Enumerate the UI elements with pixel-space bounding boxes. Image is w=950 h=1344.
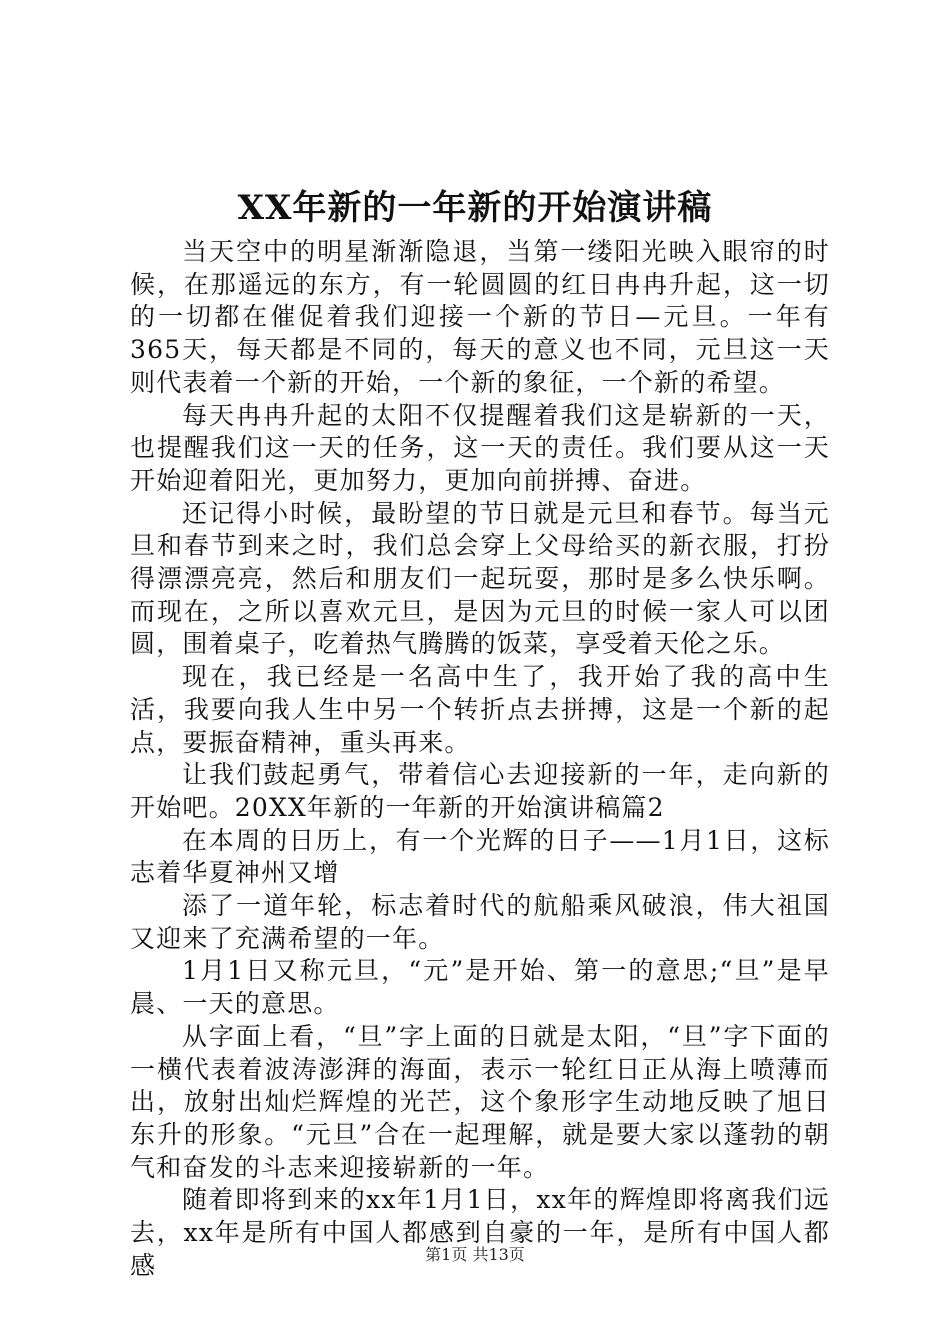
- paragraph-1: 当天空中的明星渐渐隐退，当第一缕阳光映入眼帘的时候，在那遥远的东方，有一轮圆圆的红日冉冉升起，这一切的一切都在催促着我们迎接一个新的节日—元旦。一年有365天，每天都是不同的，每天的意义也不同，元旦这一天则代表着一个新的开始，一个新的象征，一个新的希望。: [130, 237, 830, 397]
- page-footer: 第1页 共13页: [425, 1245, 525, 1264]
- document-body: [130, 236, 830, 1283]
- paragraph-3: 还记得小时候，最盼望的节日就是元旦和春节。每当元旦和春节到来之时，我们总会穿上父母给买的新衣服，打扮得漂漂亮亮，然后和朋友们一起玩耍，那时是多么快乐啊。而现在，之所以喜欢元旦，是因为元旦的时候一家人可以团圆，围着桌子，吃着热气腾腾的饭菜，享受着天伦之乐。: [130, 498, 830, 659]
- document-title: XX年新的一年新的开始演讲稿: [237, 188, 713, 228]
- paragraph-7: 添了一道年轮，标志着时代的航船乘风破浪，伟大祖国又迎来了充满希望的一年。: [130, 891, 830, 953]
- paragraph-6: 在本周的日历上，有一个光辉的日子——1月1日，这标志着华夏神州又增: [130, 825, 830, 888]
- paragraph-9: 从字面上看，“旦”字上面的日就是太阳，“旦”字下面的一横代表着波涛澎湃的海面，表示一轮红日正从海上喷薄而出，放射出灿烂辉煌的光芒，这个象形字生动地反映了旭日东升的形象。“元旦”合在一起理解，就是要大家以蓬勃的朝气和奋发的斗志来迎接崭新的一年。: [130, 1021, 830, 1182]
- paragraph-2: 每天冉冉升起的太阳不仅提醒着我们这是崭新的一天，也提醒我们这一天的任务，这一天的责任。我们要从这一天开始迎着阳光，更加努力，更加向前拼搏、奋进。: [130, 400, 830, 495]
- paragraph-8: 1月1日又称元旦，“元”是开始、第一的意思;“旦”是早晨、一天的意思。: [130, 956, 830, 1019]
- paragraph-5: 让我们鼓起勇气，带着信心去迎接新的一年，走向新的开始吧。20XX年新的一年新的开始演讲稿篇2: [130, 760, 830, 822]
- paragraph-4: 现在，我已经是一名高中生了，我开始了我的高中生活，我要向我人生中另一个转折点去拼搏，这是一个新的起点，要振奋精神，重头再来。: [130, 662, 830, 757]
- paragraph-10: 随着即将到来的xx年1月1日，xx年的辉煌即将离我们远去，xx年是所有中国人都感到自豪的一年，是所有中国人都感: [130, 1185, 830, 1280]
